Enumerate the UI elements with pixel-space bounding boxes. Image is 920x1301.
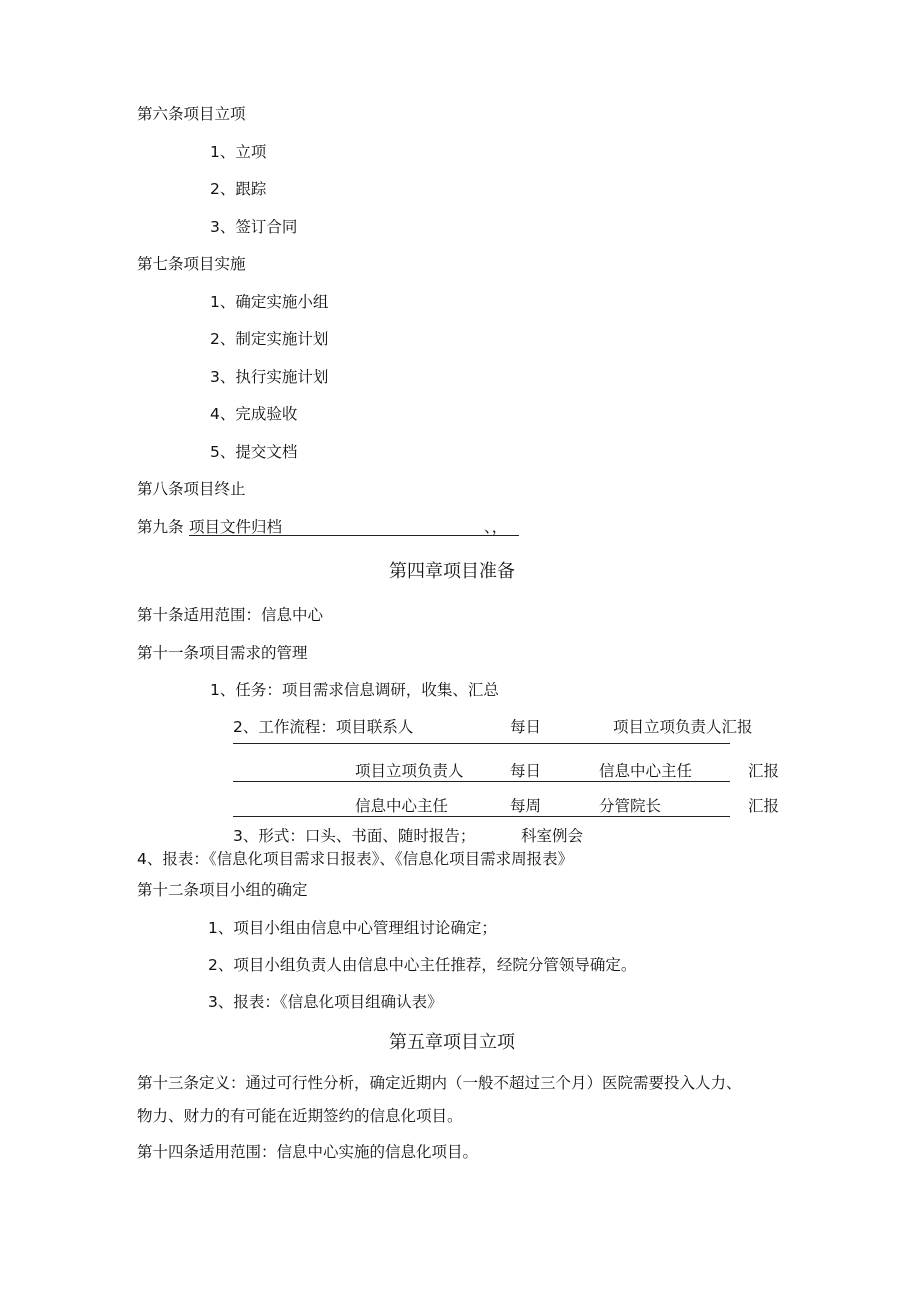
art12-item-3: 3、报表：《信息化项目组确认表》 bbox=[208, 993, 443, 1011]
flow-row1-to: 项目立项负责人汇报 bbox=[613, 718, 753, 736]
art7-item-2: 2、制定实施计划 bbox=[210, 330, 329, 348]
art7-item-3: 3、执行实施计划 bbox=[210, 368, 329, 386]
art14-text: 第十四条适用范围：信息中心实施的信息化项目。 bbox=[137, 1143, 479, 1161]
flow-row3-action: 汇报 bbox=[748, 797, 780, 815]
chapter4-heading: 第四章项目准备 bbox=[389, 561, 515, 582]
reports-line: 4、报表：《信息化项目需求日报表》、《信息化项目需求周报表》 bbox=[137, 850, 574, 868]
art9-prefix: 第九条 bbox=[137, 518, 184, 536]
flow-row3-underline bbox=[233, 816, 730, 817]
art12-item-2: 2、项目小组负责人由信息中心主任推荐，经院分管领导确定。 bbox=[208, 956, 637, 974]
art6-item-3: 3、签订合同 bbox=[210, 218, 298, 236]
art7-title: 第七条项目实施 bbox=[137, 255, 246, 273]
art11-task: 1、任务：项目需求信息调研，收集、汇总 bbox=[210, 681, 499, 699]
art11-title: 第十一条项目需求的管理 bbox=[137, 644, 308, 662]
art6-item-1: 1、立项 bbox=[210, 143, 267, 161]
art8-title: 第八条项目终止 bbox=[137, 480, 246, 498]
flow-row1-freq: 每日 bbox=[510, 718, 542, 736]
art13-line1: 第十三条定义：通过可行性分析，确定近期内（一般不超过三个月）医院需要投入人力、 bbox=[137, 1074, 742, 1092]
art7-item-4: 4、完成验收 bbox=[210, 405, 298, 423]
flow-row3-from: 信息中心主任 bbox=[355, 797, 449, 815]
art7-item-1: 1、确定实施小组 bbox=[210, 293, 329, 311]
flow-row2-from: 项目立项负责人 bbox=[355, 762, 464, 780]
art12-item-1: 1、项目小组由信息中心管理组讨论确定； bbox=[208, 919, 497, 937]
flow-row2-action: 汇报 bbox=[748, 762, 780, 780]
flow-row1-underline bbox=[233, 743, 730, 744]
form-label: 3、形式：口头、书面、随时报告； bbox=[233, 827, 476, 845]
chapter5-heading: 第五章项目立项 bbox=[389, 1032, 515, 1053]
flow-row2-freq: 每日 bbox=[510, 762, 542, 780]
art7-item-5: 5、提交文档 bbox=[210, 443, 298, 461]
art6-item-2: 2、跟踪 bbox=[210, 180, 267, 198]
flow-row3-to: 分管院长 bbox=[599, 797, 662, 815]
art12-title: 第十二条项目小组的确定 bbox=[137, 881, 308, 899]
art9-tail: 、， bbox=[484, 518, 508, 536]
flow-label: 2、工作流程：项目联系人 bbox=[233, 718, 414, 736]
art6-title: 第六条项目立项 bbox=[137, 105, 246, 123]
flow-row3-freq: 每周 bbox=[510, 797, 542, 815]
flow-row2-to: 信息中心主任 bbox=[599, 762, 693, 780]
art9-text: 项目文件归档 bbox=[189, 518, 283, 536]
form-extra: 科室例会 bbox=[521, 827, 584, 845]
art9-underline bbox=[189, 535, 519, 536]
art13-line2: 物力、财力的有可能在近期签约的信息化项目。 bbox=[137, 1107, 463, 1125]
flow-row2-underline bbox=[233, 781, 730, 782]
art10-text: 第十条适用范围：信息中心 bbox=[137, 606, 324, 624]
